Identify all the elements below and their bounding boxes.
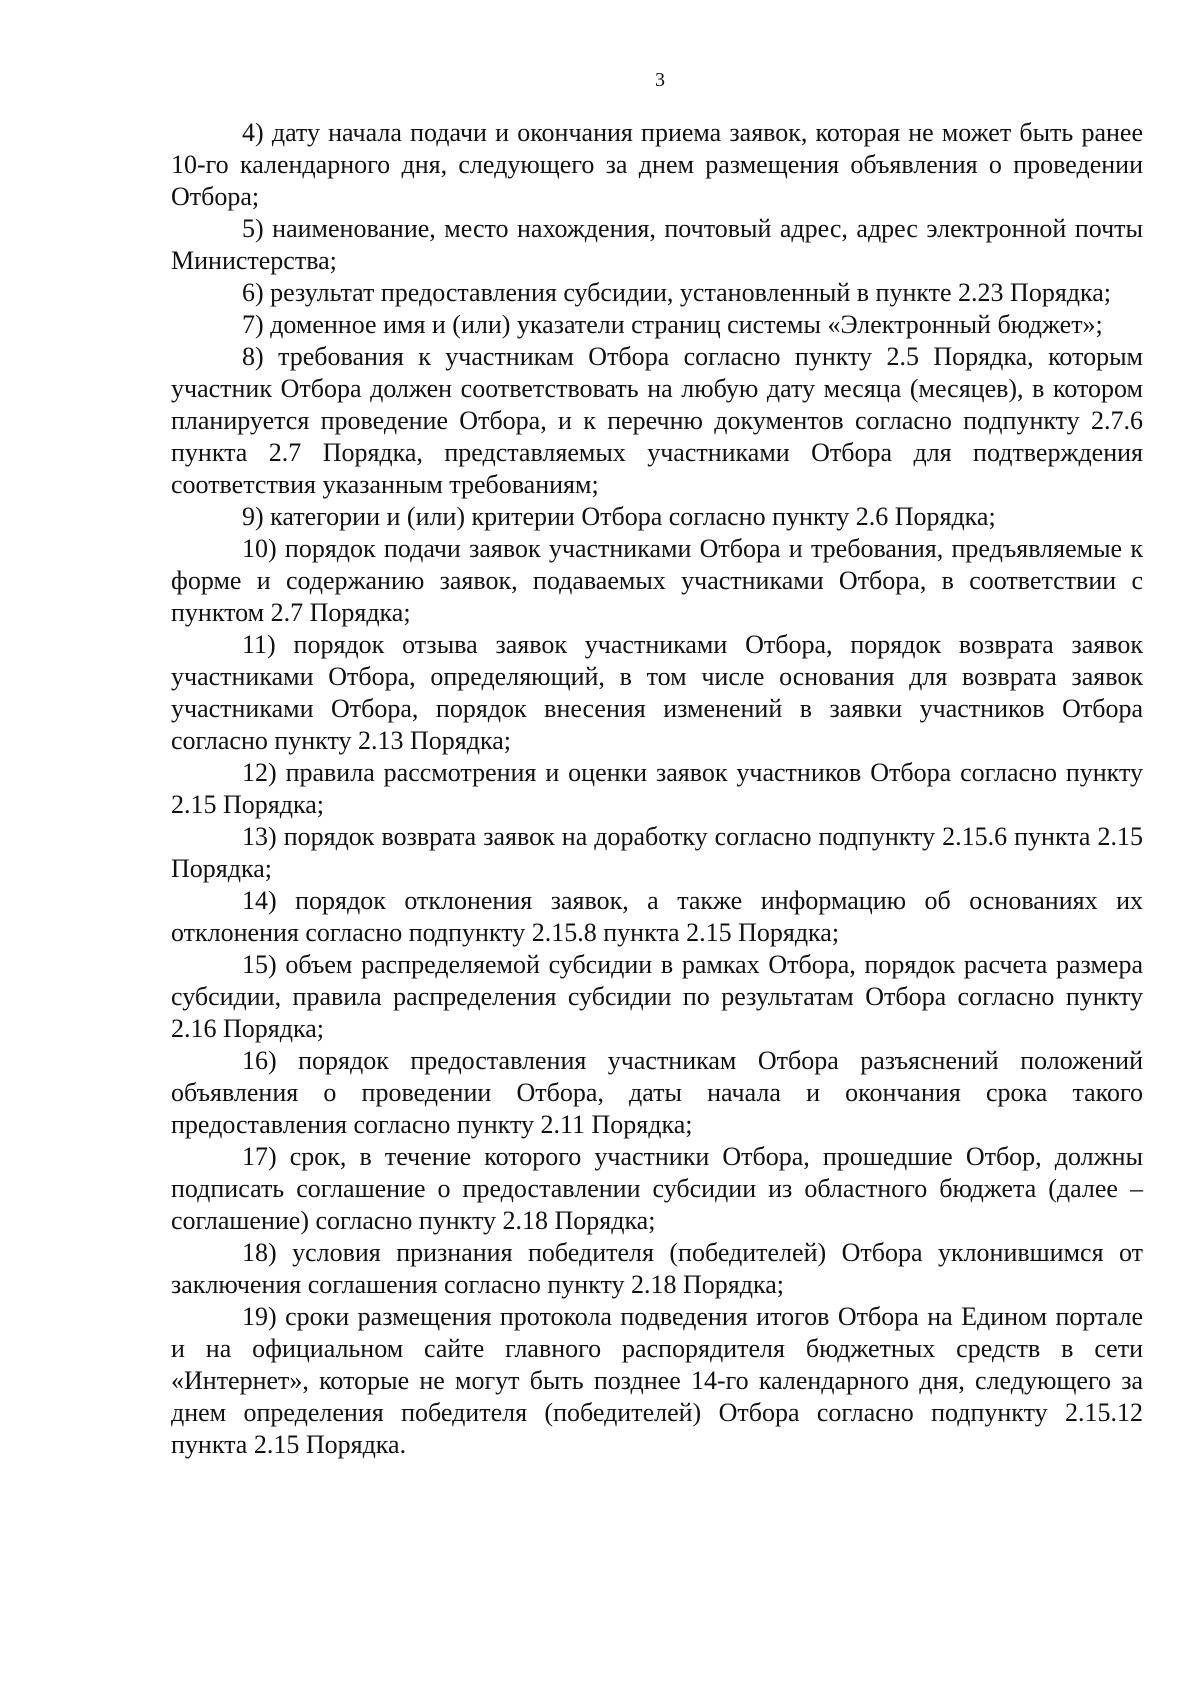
- document-body: [171, 117, 1143, 1461]
- list-item: 14) порядок отклонения заявок, а также информацию об основаниях их отклонения согласно подпункту 2.15.8 пункта 2.15 Порядка;: [171, 886, 1143, 947]
- list-item: 6) результат предоставления субсидии, установленный в пункте 2.23 Порядка;: [242, 278, 1112, 307]
- list-item: 10) порядок подачи заявок участниками Отбора и требования, предъявляемые к форме и содержанию заявок, подаваемых участниками Отбора, в соответствии с пунктом 2.7 Порядка;: [171, 534, 1143, 627]
- list-item: 18) условия признания победителя (победителей) Отбора уклонившимся от заключения соглашения согласно пункту 2.18 Порядка;: [171, 1238, 1143, 1299]
- list-item: 15) объем распределяемой субсидии в рамках Отбора, порядок расчета размера субсидии, правила распределения субсидии по результатам Отбора согласно пункту 2.16 Порядка;: [171, 950, 1143, 1043]
- list-item: 8) требования к участникам Отбора согласно пункту 2.5 Порядка, которым участник Отбора должен соответствовать на любую дату месяца (месяцев), в котором планируется проведение Отбора, и к перечню документов согласно подпункту 2.7.6 пункта 2.7 Порядка, представляемых участниками Отбора для подтверждения соответствия указанным требованиям;: [171, 342, 1143, 499]
- list-item: 11) порядок отзыва заявок участниками Отбора, порядок возврата заявок участниками Отбора, определяющий, в том числе основания для возврата заявок участниками Отбора, порядок внесения изменений в заявки участников Отбора согласно пункту 2.13 Порядка;: [171, 630, 1143, 755]
- list-item: 9) категории и (или) критерии Отбора согласно пункту 2.6 Порядка;: [242, 502, 996, 531]
- list-item: 4) дату начала подачи и окончания приема заявок, которая не может быть ранее 10-го календарного дня, следующего за днем размещения объявления о проведении Отбора;: [171, 118, 1143, 211]
- list-item: 17) срок, в течение которого участники Отбора, прошедшие Отбор, должны подписать соглашение о предоставлении субсидии из областного бюджета (далее – соглашение) согласно пункту 2.18 Порядка;: [171, 1142, 1143, 1235]
- list-item: 5) наименование, место нахождения, почтовый адрес, адрес электронной почты Министерства;: [171, 214, 1143, 275]
- list-item: 7) доменное имя и (или) указатели страниц системы «Электронный бюджет»;: [242, 310, 1103, 339]
- page-number: 3: [655, 69, 665, 91]
- list-item: 13) порядок возврата заявок на доработку согласно подпункту 2.15.6 пункта 2.15 Порядка;: [171, 822, 1143, 883]
- list-item: 16) порядок предоставления участникам Отбора разъяснений положений объявления о проведении Отбора, даты начала и окончания срока такого предоставления согласно пункту 2.11 Порядка;: [171, 1046, 1143, 1139]
- list-item: 12) правила рассмотрения и оценки заявок участников Отбора согласно пункту 2.15 Порядка;: [171, 758, 1143, 819]
- list-item: 19) сроки размещения протокола подведения итогов Отбора на Едином портале и на официальном сайте главного распорядителя бюджетных средств в сети «Интернет», которые не могут быть позднее 14-го календарного дня, следующего за днем определения победителя (победителей) Отбора согласно подпункту 2.15.12 пункта 2.15 Порядка.: [171, 1302, 1143, 1459]
